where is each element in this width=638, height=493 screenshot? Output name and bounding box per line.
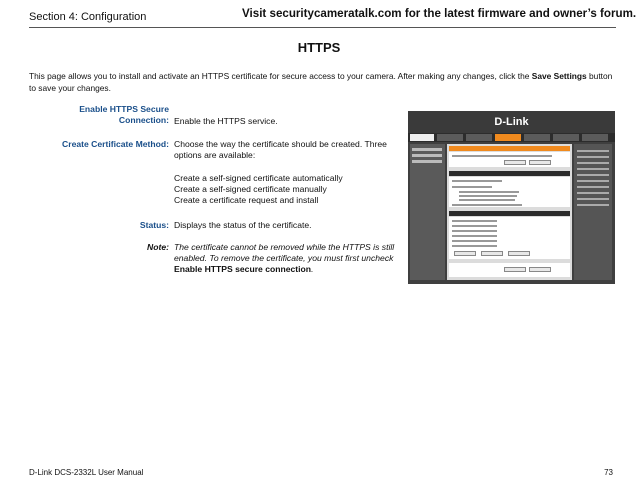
screenshot-section-bar xyxy=(449,146,570,151)
screenshot-model-box xyxy=(410,134,434,141)
screenshot-dont-save-button xyxy=(529,267,551,272)
label-status: Status: xyxy=(139,220,169,230)
screenshot-line xyxy=(452,230,497,232)
page-title: HTTPS xyxy=(297,40,341,55)
desc-spacer xyxy=(174,161,402,172)
visit-banner: Visit securitycameratalk.com for the latest firmware and owner’s forum. xyxy=(242,7,637,20)
desc-option: Create a certificate request and install xyxy=(174,195,319,205)
screenshot-help-panel xyxy=(574,144,612,280)
footer-page-number: 73 xyxy=(604,468,613,477)
note-line: enabled. To remove the certificate, you must first uncheck xyxy=(174,253,394,264)
screenshot-save-button xyxy=(504,267,526,272)
screenshot-https-box xyxy=(449,177,570,207)
screenshot-line xyxy=(459,191,519,193)
intro-text-1: This page allows you to install and activate an HTTPS certificate for secure access to your camera. After making any changes, click the xyxy=(29,71,532,81)
screenshot-line xyxy=(459,199,515,201)
screenshot-tab xyxy=(466,134,492,141)
https-settings-screenshot xyxy=(408,111,615,284)
screenshot-tab xyxy=(553,134,579,141)
screenshot-line xyxy=(452,225,497,227)
screenshot-line xyxy=(452,235,497,237)
desc-status: Displays the status of the certificate. xyxy=(174,220,312,230)
screenshot-section-bar xyxy=(449,211,570,216)
dlink-logo: D-Link xyxy=(408,111,615,133)
screenshot-tab xyxy=(582,134,608,141)
screenshot-help-line xyxy=(577,168,609,170)
screenshot-nav-bar xyxy=(408,133,615,142)
desc-option: Create a self-signed certificate automatically xyxy=(174,172,343,183)
note-text xyxy=(174,242,402,276)
intro-paragraph xyxy=(29,70,614,94)
screenshot-tab xyxy=(437,134,463,141)
section-heading: Section 4: Configuration xyxy=(29,11,147,23)
screenshot-sidebar xyxy=(410,144,445,280)
screenshot-line xyxy=(452,186,492,188)
intro-text-2: button to save your changes. xyxy=(29,71,613,93)
screenshot-help-line xyxy=(577,192,609,194)
screenshot-button xyxy=(481,251,503,256)
screenshot-save-button xyxy=(504,160,526,165)
label-create-cert-method: Create Certificate Method: xyxy=(62,139,169,149)
desc-option: Create a self-signed certificate manually xyxy=(174,183,327,194)
label-enable-https-line2: Connection: xyxy=(118,115,169,125)
intro-bold: Save Settings xyxy=(531,71,587,81)
screenshot-section-bar xyxy=(449,171,570,176)
screenshot-line xyxy=(459,195,517,197)
note-bold: Enable HTTPS secure connection xyxy=(174,264,312,275)
note-end: . xyxy=(311,264,314,275)
note-line: The certificate cannot be removed while the HTTPS is still xyxy=(174,242,395,252)
desc-line: Choose the way the certificate should be created. Three xyxy=(174,139,387,149)
screenshot-line xyxy=(452,180,502,182)
screenshot-line xyxy=(452,240,497,242)
screenshot-help-line xyxy=(577,204,609,206)
screenshot-sidebar-item xyxy=(412,154,442,157)
screenshot-dont-save-button xyxy=(529,160,551,165)
header-divider xyxy=(29,27,616,28)
screenshot-cert-info-box xyxy=(449,217,570,259)
desc-create-cert-method xyxy=(174,139,402,206)
desc-line: options are available: xyxy=(174,150,256,161)
desc-enable-https: Enable the HTTPS service. xyxy=(174,116,278,126)
screenshot-help-line xyxy=(577,156,609,158)
screenshot-help-line xyxy=(577,174,609,176)
screenshot-intro-box xyxy=(449,152,570,167)
screenshot-line xyxy=(452,155,552,157)
label-enable-https xyxy=(40,104,169,126)
screenshot-help-line xyxy=(577,150,609,152)
screenshot-line xyxy=(452,204,522,206)
screenshot-tab xyxy=(524,134,550,141)
screenshot-line xyxy=(452,245,497,247)
footer-manual-name: D-Link DCS-2332L User Manual xyxy=(29,468,144,477)
screenshot-button xyxy=(454,251,476,256)
screenshot-help-line xyxy=(577,162,609,164)
screenshot-bottom-box xyxy=(449,263,570,277)
screenshot-help-line xyxy=(577,198,609,200)
screenshot-button xyxy=(508,251,530,256)
label-enable-https-line1: Enable HTTPS Secure xyxy=(79,104,169,114)
label-note: Note: xyxy=(147,242,169,252)
screenshot-tab-active xyxy=(495,134,521,141)
screenshot-help-line xyxy=(577,186,609,188)
screenshot-help-line xyxy=(577,180,609,182)
screenshot-sidebar-item xyxy=(412,148,442,151)
note-line-3 xyxy=(174,264,402,275)
screenshot-line xyxy=(452,220,497,222)
screenshot-sidebar-item xyxy=(412,160,442,163)
